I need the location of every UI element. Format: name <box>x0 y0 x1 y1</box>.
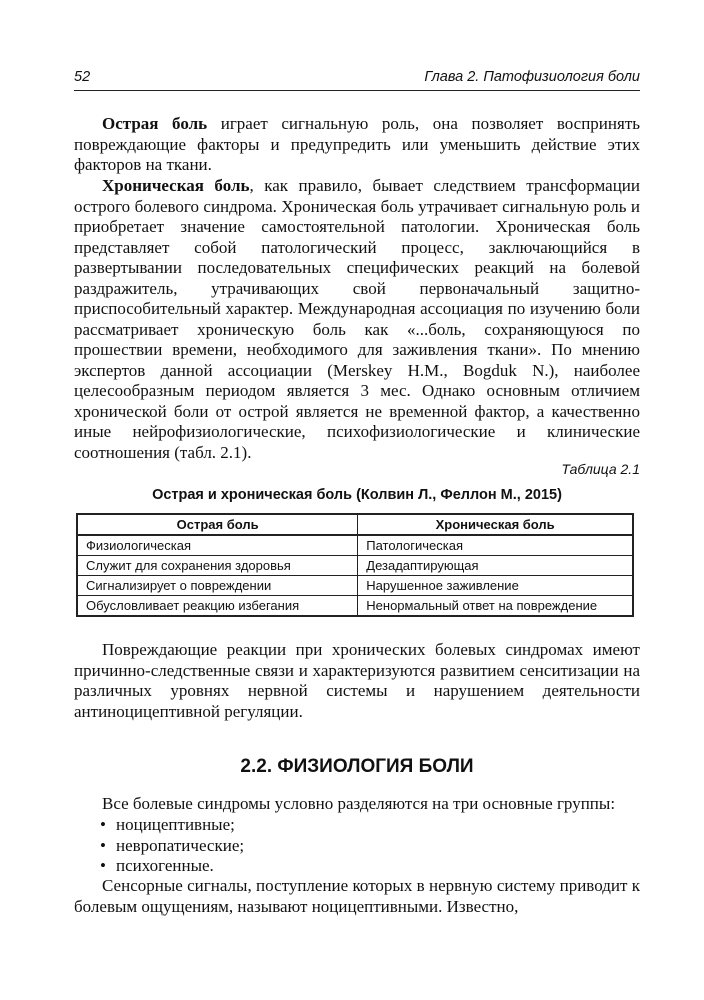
list-item: • невропатические; <box>100 836 244 857</box>
paragraph-damaging-reactions: Повреждающие реакции при хронических болевых синдромах имеют причинно-следственные связи и характеризуются развитием сенситизации на различных уровнях нервной системы и нарушением деятельности антиноцицептивной регуляции. <box>74 640 640 721</box>
table-cell: Дезадаптирующая <box>358 556 633 576</box>
section-heading: 2.2. ФИЗИОЛОГИЯ БОЛИ <box>240 756 474 777</box>
column-header: Хроническая боль <box>358 514 633 535</box>
list-item: • ноцицептивные; <box>100 815 244 836</box>
table-row <box>77 576 633 596</box>
table-row <box>77 596 633 617</box>
column-header: Острая боль <box>77 514 358 535</box>
table-cell: Физиологическая <box>77 535 358 556</box>
table-cell: Обусловливает реакцию избегания <box>77 596 358 617</box>
term-chronic-pain: Хроническая боль <box>102 176 250 195</box>
paragraph-chronic-pain <box>74 176 640 463</box>
table-title: Острая и хроническая боль (Колвин Л., Феллон М., 2015) <box>152 487 562 503</box>
running-header <box>74 66 640 91</box>
table-cell: Служит для сохранения здоровья <box>77 556 358 576</box>
table-cell: Ненормальный ответ на повреждение <box>358 596 633 617</box>
paragraph-acute-pain <box>74 114 640 176</box>
table-header-row <box>77 514 633 535</box>
chapter-title: Глава 2. Патофизиология боли <box>424 69 640 85</box>
table-label: Таблица 2.1 <box>561 461 640 477</box>
paragraph-sensory-signals: Сенсорные сигналы, поступление которых в нервную систему приводит к болевым ощущениям, называют ноцицептивными. Известно, <box>74 876 640 916</box>
paragraph-text: играет сигнальную роль, она позволяет воспринять повреждающие факторы и предупредить или уменьшить действие этих факторов на ткани. <box>74 114 640 174</box>
pain-groups-list <box>100 815 244 877</box>
list-item: • психогенные. <box>100 856 244 877</box>
paragraph-text: , как правило, бывает следствием трансформации острого болевого синдрома. Хроническая боль утрачивает сигнальную роль и приобретает значение самостоятельной патологии. Хроническая боль представляет собой патологический процесс, заключающийся в развертывании последовательных специфических реакций на болевой раздражитель, утрачивающих свой первоначальный защитно-приспособительный характер. Международная ассоциация по изучению боли рассматривает хроническую боль как «...боль, сохраняющуюся по прошествии времени, необходимого для заживления ткани». По мнению экспертов данной ассоциации (Merskey H.M., Bogduk N.), наиболее целесообразным периодом является 3 мес. Однако основным отличием хронической боли от острой является не временной фактор, а качественно иные нейрофизиологические, психофизиологические и клинические соотношения (табл. 2.1). <box>74 176 640 462</box>
table-cell: Патологическая <box>358 535 633 556</box>
term-acute-pain: Острая боль <box>102 114 208 133</box>
table-cell: Нарушенное заживление <box>358 576 633 596</box>
page-number: 52 <box>74 69 91 85</box>
table-cell: Сигнализирует о повреждении <box>77 576 358 596</box>
table-row <box>77 535 633 556</box>
table-row <box>77 556 633 576</box>
paragraph-intro: Все болевые синдромы условно разделяются на три основные группы: <box>102 794 616 813</box>
comparison-table <box>76 513 634 617</box>
